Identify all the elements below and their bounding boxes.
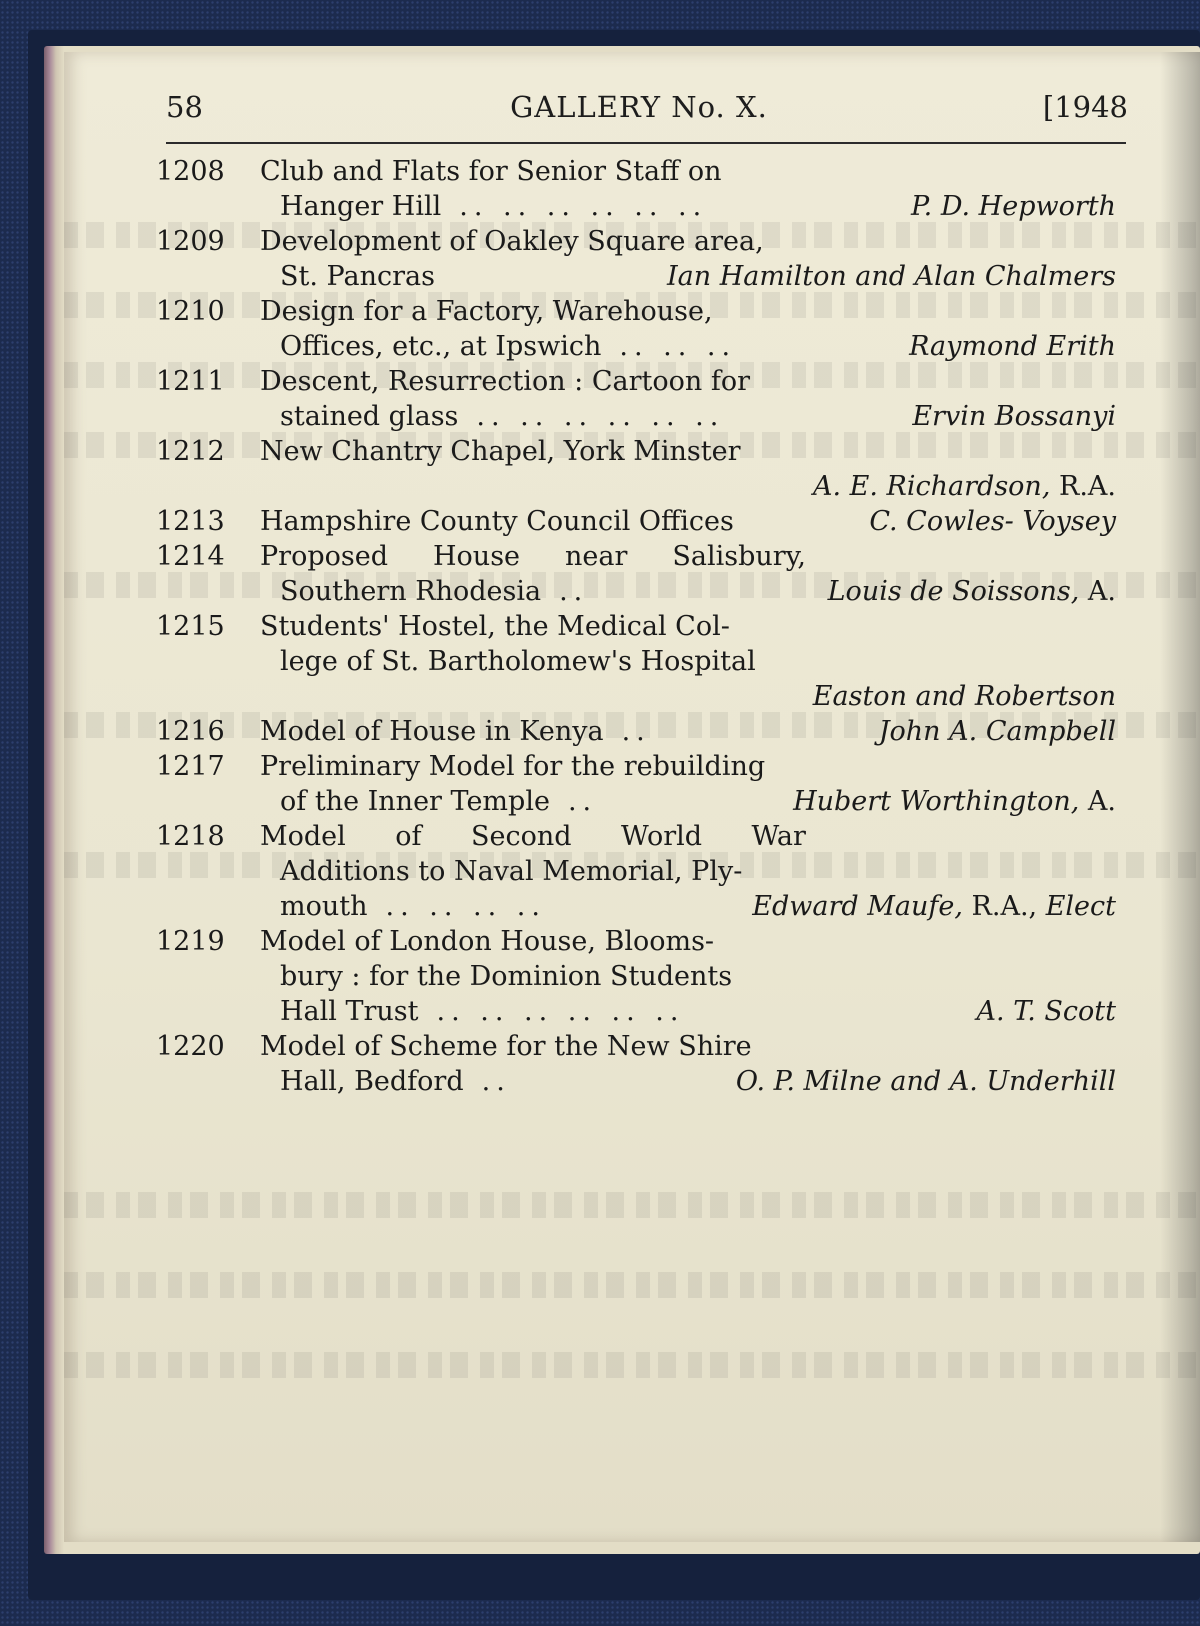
list-item: [156, 294, 1100, 329]
entry-number: 1216: [156, 716, 225, 747]
page-number: 58: [166, 90, 203, 124]
list-item: [156, 714, 1116, 749]
entry-title: mouth: [280, 891, 368, 922]
list-item: [156, 539, 1100, 574]
author-honour: R.A.,: [971, 891, 1038, 922]
entry-title: New Chantry Chapel, York Minster: [260, 436, 741, 467]
list-item: [156, 609, 1100, 644]
entry-author: Easton and Robertson: [812, 681, 1116, 712]
list-item: [156, 364, 1100, 399]
entry-title: Descent, Resurrection : Cartoon for: [260, 366, 750, 397]
leader-dots: ..: [559, 576, 589, 607]
entry-author: Louis de Soissons,: [827, 576, 1080, 607]
list-item: [156, 924, 1100, 959]
entry-number: 1214: [156, 541, 225, 572]
entry-author: O. P. Milne and A. Underhill: [735, 1066, 1116, 1097]
entry-title: Proposed House near Salisbury,: [260, 541, 806, 572]
entry-author: C. Cowles- Voysey: [869, 506, 1116, 537]
entry-title: Design for a Factory, Warehouse,: [260, 296, 713, 327]
list-item: [156, 504, 1116, 539]
list-item: [156, 819, 1100, 854]
entry-number: 1217: [156, 751, 225, 782]
entry-title: St. Pancras: [280, 261, 435, 292]
catalogue-entries: [156, 154, 1116, 1099]
entry-title: Club and Flats for Senior Staff on: [260, 156, 722, 187]
entry-title: Model of Scheme for the New Shire: [260, 1031, 752, 1062]
entry-title: of the Inner Temple: [280, 786, 550, 817]
list-item: [156, 1029, 1100, 1064]
leader-dots: ..: [481, 1066, 511, 1097]
entry-author: A. E. Richardson,: [813, 471, 1051, 502]
entry-title: Model of Second World War: [260, 821, 806, 852]
leader-dots: ..: [567, 786, 598, 817]
entry-title: Southern Rhodesia: [280, 576, 542, 607]
entry-number: 1218: [156, 821, 225, 852]
entry-number: 1208: [156, 156, 225, 187]
entry-title: Additions to Naval Memorial, Ply-: [280, 856, 743, 887]
author-note: Elect: [1045, 891, 1116, 922]
author-honour: A.: [1087, 576, 1116, 607]
author-honour: A.: [1087, 786, 1116, 817]
entry-number: 1220: [156, 1031, 225, 1062]
running-header: [166, 90, 1128, 132]
entry-author: A. T. Scott: [976, 996, 1116, 1027]
leader-dots: ..: [621, 716, 651, 747]
entry-number: 1219: [156, 926, 225, 957]
list-item: [156, 749, 1100, 784]
entry-title: Offices, etc., at Ipswich: [280, 331, 602, 362]
entry-number: 1212: [156, 436, 225, 467]
author-honour: R.A.: [1059, 471, 1116, 502]
leader-dots: .. .. .. .. .. ..: [436, 996, 685, 1027]
entry-title: Hall, Bedford: [280, 1066, 464, 1097]
entry-title: lege of St. Bartholomew's Hospital: [280, 646, 756, 677]
header-year: [1948: [1042, 90, 1128, 124]
entry-number: 1215: [156, 611, 225, 642]
leader-dots: .. .. .. .. .. ..: [476, 401, 725, 432]
entry-number: 1210: [156, 296, 225, 327]
entry-author: Hubert Worthington,: [793, 786, 1080, 817]
leader-dots: .. .. ..: [619, 331, 737, 362]
entry-title: Model of London House, Blooms-: [260, 926, 715, 957]
entry-number: 1209: [156, 226, 225, 257]
list-item: [156, 224, 1100, 259]
entry-author: Ian Hamilton and Alan Chalmers: [666, 261, 1116, 292]
entry-author: Raymond Erith: [909, 331, 1116, 362]
entry-title: stained glass: [280, 401, 459, 432]
entry-author: John A. Campbell: [878, 716, 1116, 747]
entry-title: Development of Oakley Square area,: [260, 226, 764, 257]
leader-dots: .. .. .. ..: [385, 891, 546, 922]
entry-title: Students' Hostel, the Medical Col-: [260, 611, 730, 642]
entry-title: Hanger Hill: [280, 191, 442, 222]
entry-author: Ervin Bossanyi: [912, 401, 1116, 432]
entry-title: Model of House in Kenya: [260, 716, 604, 747]
list-item: [156, 434, 1100, 469]
leader-dots: .. .. .. .. .. ..: [459, 191, 708, 222]
entry-title: Hampshire County Council Offices: [260, 506, 734, 537]
page-title: GALLERY No. X.: [510, 90, 768, 124]
gutter-shadow: [1160, 52, 1200, 1542]
list-item: [156, 154, 1100, 189]
header-rule: [166, 142, 1126, 144]
entry-author: P. D. Hepworth: [910, 191, 1116, 222]
entry-number: 1211: [156, 366, 225, 397]
entry-author: Edward Maufe,: [752, 891, 963, 922]
entry-title: Hall Trust: [280, 996, 419, 1027]
entry-title: bury : for the Dominion Students: [280, 961, 733, 992]
entry-title: Preliminary Model for the rebuilding: [260, 751, 766, 782]
entry-number: 1213: [156, 506, 225, 537]
